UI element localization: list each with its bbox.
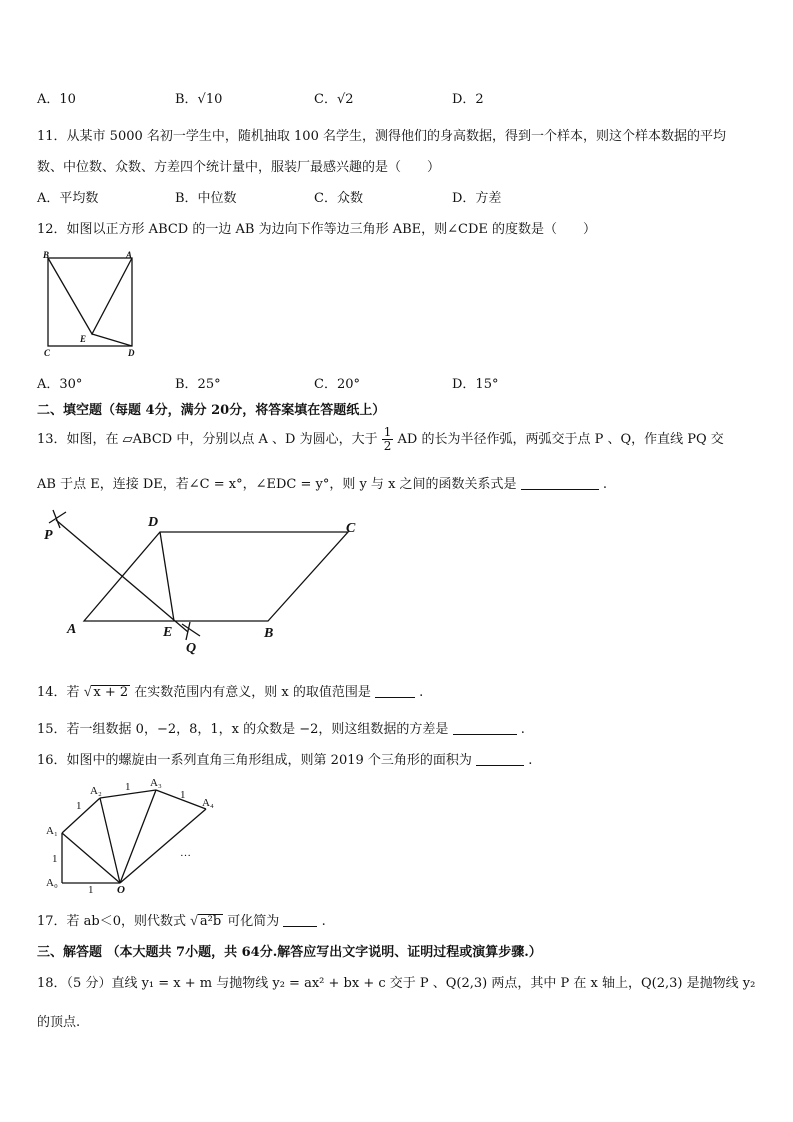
q16-line [37, 749, 532, 768]
q13-line2 [37, 473, 607, 492]
q16-label-a1: A₁ [46, 825, 58, 837]
q16-label-a0: A₀ [46, 877, 58, 889]
q17-suffix: 可化简为 [227, 914, 280, 929]
q13-figure [40, 508, 380, 658]
q10-option-b: B．√10 [175, 92, 223, 107]
q16-label-one-a3a4: 1 [180, 789, 186, 801]
q11-option-b: B．中位数 [175, 191, 237, 206]
q16-segment-a2-o [100, 798, 120, 883]
q13-label-e: E [163, 625, 173, 640]
q10-options [37, 88, 757, 108]
q18-line2: 的顶点. [37, 1015, 81, 1030]
q16-label-o: O [117, 884, 125, 896]
q12-square [48, 258, 132, 346]
q11-option-c: C．众数 [314, 191, 363, 206]
q13-line2-text: AB 于点 E，连接 DE，若∠C = x°，∠EDC = y°，则 y 与 x 之间的函数关系式是 [37, 477, 517, 492]
q12-label-b: B [43, 250, 50, 260]
q13-line1-a: 13．如图，在 ▱ABCD 中，分别以点 A 、D 为圆心，大于 [37, 432, 378, 447]
q15-answer-blank[interactable] [453, 722, 517, 735]
q12-option-c: C．20° [314, 377, 360, 392]
q16-label-a4: A₄ [202, 797, 214, 809]
q15-end: . [520, 722, 525, 737]
q13-answer-blank[interactable] [521, 477, 599, 490]
q13-line-pq [56, 520, 188, 632]
q16-label-dots: … [180, 847, 191, 859]
q11-option-a: A．平均数 [37, 191, 99, 206]
q16-end: . [528, 753, 533, 768]
q18-line1: 18．（5 分）直线 y₁ = x + m 与抛物线 y₂ = ax² + bx + c 交于 P 、Q(2,3) 两点，其中 P 在 x 轴上，Q(2,3) 是抛物线 y₂ [37, 976, 756, 991]
q10-option-a: A．10 [37, 92, 76, 107]
q13-label-b: B [264, 626, 274, 641]
q14-prefix: 14．若 [37, 685, 80, 700]
q13-label-d: D [148, 515, 159, 530]
q13-line1-b: AD 的长为半径作弧，两弧交于点 P 、Q，作直线 PQ 交 [397, 432, 724, 447]
q16-label-one-a1a2: 1 [76, 800, 82, 812]
q16-segment-a1-o [62, 833, 120, 883]
q17-prefix: 17．若 ab＜0，则代数式 [37, 914, 187, 929]
q16-answer-blank[interactable] [476, 753, 524, 766]
q17-answer-blank[interactable] [283, 914, 317, 927]
q13-label-p: P [44, 528, 53, 543]
q12-label-e: E [80, 334, 87, 344]
section-2-heading: 二、填空题（每题 4分，满分 20分，将答案填在答题纸上） [37, 403, 386, 418]
q11-option-d: D．方差 [452, 191, 502, 206]
q13-label-a: A [67, 622, 77, 637]
q14-answer-blank[interactable] [375, 685, 415, 698]
q12-options [37, 373, 757, 393]
q10-option-d: D．2 [452, 92, 484, 107]
q16-label-one-left: 1 [52, 853, 58, 865]
q16-label-a2: A₂ [90, 785, 102, 797]
q13-segment-de [160, 532, 174, 621]
q12-option-d: D．15° [452, 377, 499, 392]
q14-line: 14．若 √ x + 2 在实数范围内有意义，则 x 的取值范围是 . [37, 685, 424, 700]
q17-line: 17．若 ab＜0，则代数式 √ a²b 可化简为 . [37, 914, 326, 929]
q17-radicand: a²b [199, 914, 222, 929]
q12-label-c: C [44, 348, 51, 358]
q12-figure [40, 250, 145, 360]
q13-fraction-den: 2 [383, 439, 392, 453]
q12-triangle [48, 258, 132, 334]
q13-fraction [382, 426, 394, 453]
q13-label-q: Q [186, 641, 197, 656]
q15-line [37, 718, 525, 737]
q12-option-a: A．30° [37, 377, 83, 392]
section-3-heading: 三、解答题 （本大题共 7小题，共 64分.解答应写出文字说明、证明过程或演算步骤.） [37, 945, 542, 960]
q16-text: 16．如图中的螺旋由一系列直角三角形组成，则第 2019 个三角形的面积为 [37, 753, 472, 768]
q12-label-a: A [126, 250, 133, 260]
q12-segment-de [92, 334, 132, 346]
q13-fraction-num: 1 [383, 425, 392, 439]
q13-label-c: C [346, 521, 356, 536]
q16-label-one-a2a3: 1 [125, 781, 131, 793]
q13-parallelogram [84, 532, 348, 621]
q17-end: . [321, 914, 326, 929]
q13-line1 [37, 426, 724, 453]
q11-line1: 11．从某市 5000 名初一学生中，随机抽取 100 名学生，测得他们的身高数据，得到一个样本，则这个样本数据的平均 [37, 129, 726, 144]
q11-line2: 数、中位数、众数、方差四个统计量中，服装厂最感兴趣的是（ ） [37, 160, 441, 175]
q14-radicand: x + 2 [93, 685, 129, 700]
q12-option-b: B．25° [175, 377, 221, 392]
q16-label-one-bottom: 1 [88, 884, 94, 896]
q14-suffix: 在实数范围内有意义，则 x 的取值范围是 [134, 685, 371, 700]
q16-label-a3: A₃ [150, 777, 162, 789]
q13-line2-end: . [602, 477, 607, 492]
q14-end: . [419, 685, 424, 700]
q16-figure [40, 776, 240, 896]
q16-segment-a3-o [120, 790, 156, 883]
q16-segment-a4-o [120, 809, 206, 883]
q11-options [37, 187, 757, 207]
q15-text: 15．若一组数据 0，−2，8，1，x 的众数是 −2，则这组数据的方差是 [37, 722, 449, 737]
q12-label-d: D [128, 348, 135, 358]
q10-option-c: C．√2 [314, 92, 354, 107]
q12-text: 12．如图以正方形 ABCD 的一边 AB 为边向下作等边三角形 ABE，则∠CDE 的度数是（ ） [37, 222, 597, 237]
